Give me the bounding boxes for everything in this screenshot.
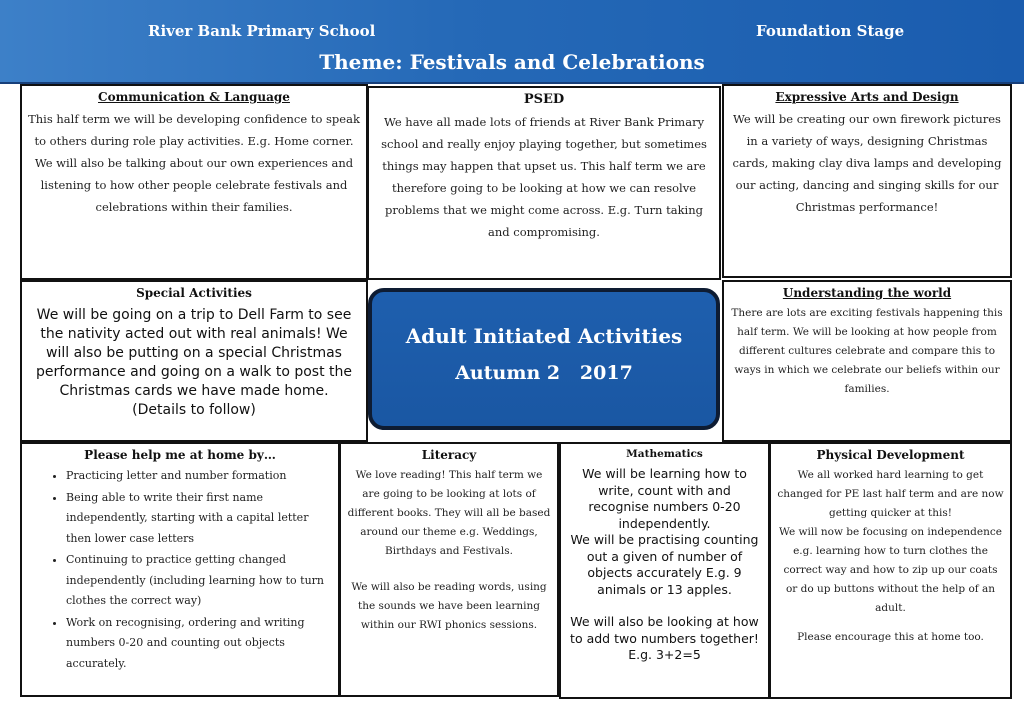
physical-title: Physical Development — [816, 448, 965, 462]
communication-text-1: This half term we will be developing confidence to speak to others during role play activities. E.g. Home corner. — [28, 112, 360, 148]
physical-text-1: We all worked hard learning to get changed for PE last half term and are now getting quicker at this! — [777, 469, 1004, 519]
communication-box — [20, 84, 368, 280]
psed-text: We have all made lots of friends at River Bank Primary school and really enjoy playing together, but sometimes things may happen that upset us. This half term we are therefore going to be looking at how we can resolve problems that we might come across. E.g. Turn taking and compromising. — [381, 115, 707, 239]
special-title: Special Activities — [136, 286, 252, 300]
special-text-2: (Details to follow) — [132, 402, 256, 418]
maths-text-3: We will also be looking at how to add two numbers together! — [570, 614, 759, 646]
expressive-text: We will be creating our own firework pictures in a variety of ways, designing Christmas cards, making clay diva lamps and developing our acting, dancing and singing skills for our Christmas performance! — [732, 112, 1002, 214]
school-name: River Bank Primary School — [148, 22, 376, 40]
understanding-text: There are lots are exciting festivals happening this half term. We will be looking at how people from different cultures celebrate and compare this to ways in which we celebrate our beliefs within our families. — [731, 307, 1003, 395]
literacy-title: Literacy — [421, 448, 477, 462]
expressive-box — [722, 84, 1012, 278]
psed-box — [367, 86, 721, 280]
mathematics-box — [559, 442, 770, 699]
help-item: • Work on recognising, ordering and writing numbers 0-20 and counting out objects accurately. — [66, 613, 332, 675]
maths-title: Mathematics — [626, 448, 703, 460]
understanding-box — [722, 280, 1012, 442]
special-activities-box — [20, 280, 368, 442]
header-banner — [0, 0, 1024, 84]
adult-initiated-banner — [368, 288, 720, 430]
help-title: Please help me at home by… — [84, 448, 276, 462]
communication-title: Communication & Language — [98, 90, 290, 104]
literacy-text-1: We love reading! This half term we are going to be looking at lots of different books. They will all be based around our theme e.g. Weddings, Birthdays and Festivals. — [347, 469, 551, 557]
stage-label: Foundation Stage — [756, 22, 905, 40]
physical-text-2: We will now be focusing on independence e.g. learning how to turn clothes the correct way and how to zip up our coats or do up buttons without the help of an adult. — [779, 526, 1002, 614]
center-date: Autumn 2 2017 — [455, 362, 633, 384]
physical-development-box — [769, 442, 1012, 699]
help-at-home-box — [20, 442, 340, 697]
special-text-1: We will be going on a trip to Dell Farm to see the nativity acted out with real animals! We will also be putting on a special Christmas performance and going on a walk to post the Christmas cards we have made home. — [35, 307, 352, 399]
help-item: • Practicing letter and number formation — [66, 466, 332, 487]
help-list — [28, 466, 332, 674]
maths-text-1: We will be learning how to write, count with and recognise numbers 0-20 independently. — [582, 466, 747, 531]
theme-title: Theme: Festivals and Celebrations — [319, 50, 705, 74]
help-item: • Being able to write their first name independently, starting with a capital letter then lower case letters — [66, 488, 332, 550]
expressive-title: Expressive Arts and Design — [775, 90, 959, 104]
literacy-text-2: We will also be reading words, using the sounds we have been learning within our RWI phonics sessions. — [351, 581, 547, 631]
center-title: Adult Initiated Activities — [405, 324, 683, 348]
physical-text-3: Please encourage this at home too. — [797, 631, 984, 643]
communication-text-2: We will also be talking about our own experiences and listening to how other people celebrate festivals and celebrations within their families. — [34, 156, 354, 214]
help-item: • Continuing to practice getting changed independently (including learning how to turn clothes the correct way) — [66, 550, 332, 612]
maths-text-2: We will be practising counting out a given of number of objects accurately E.g. 9 animals or 13 apples. — [570, 532, 759, 597]
maths-text-4: E.g. 3+2=5 — [628, 647, 701, 662]
psed-title: PSED — [523, 92, 565, 107]
literacy-box — [339, 442, 559, 697]
understanding-title: Understanding the world — [782, 286, 952, 300]
